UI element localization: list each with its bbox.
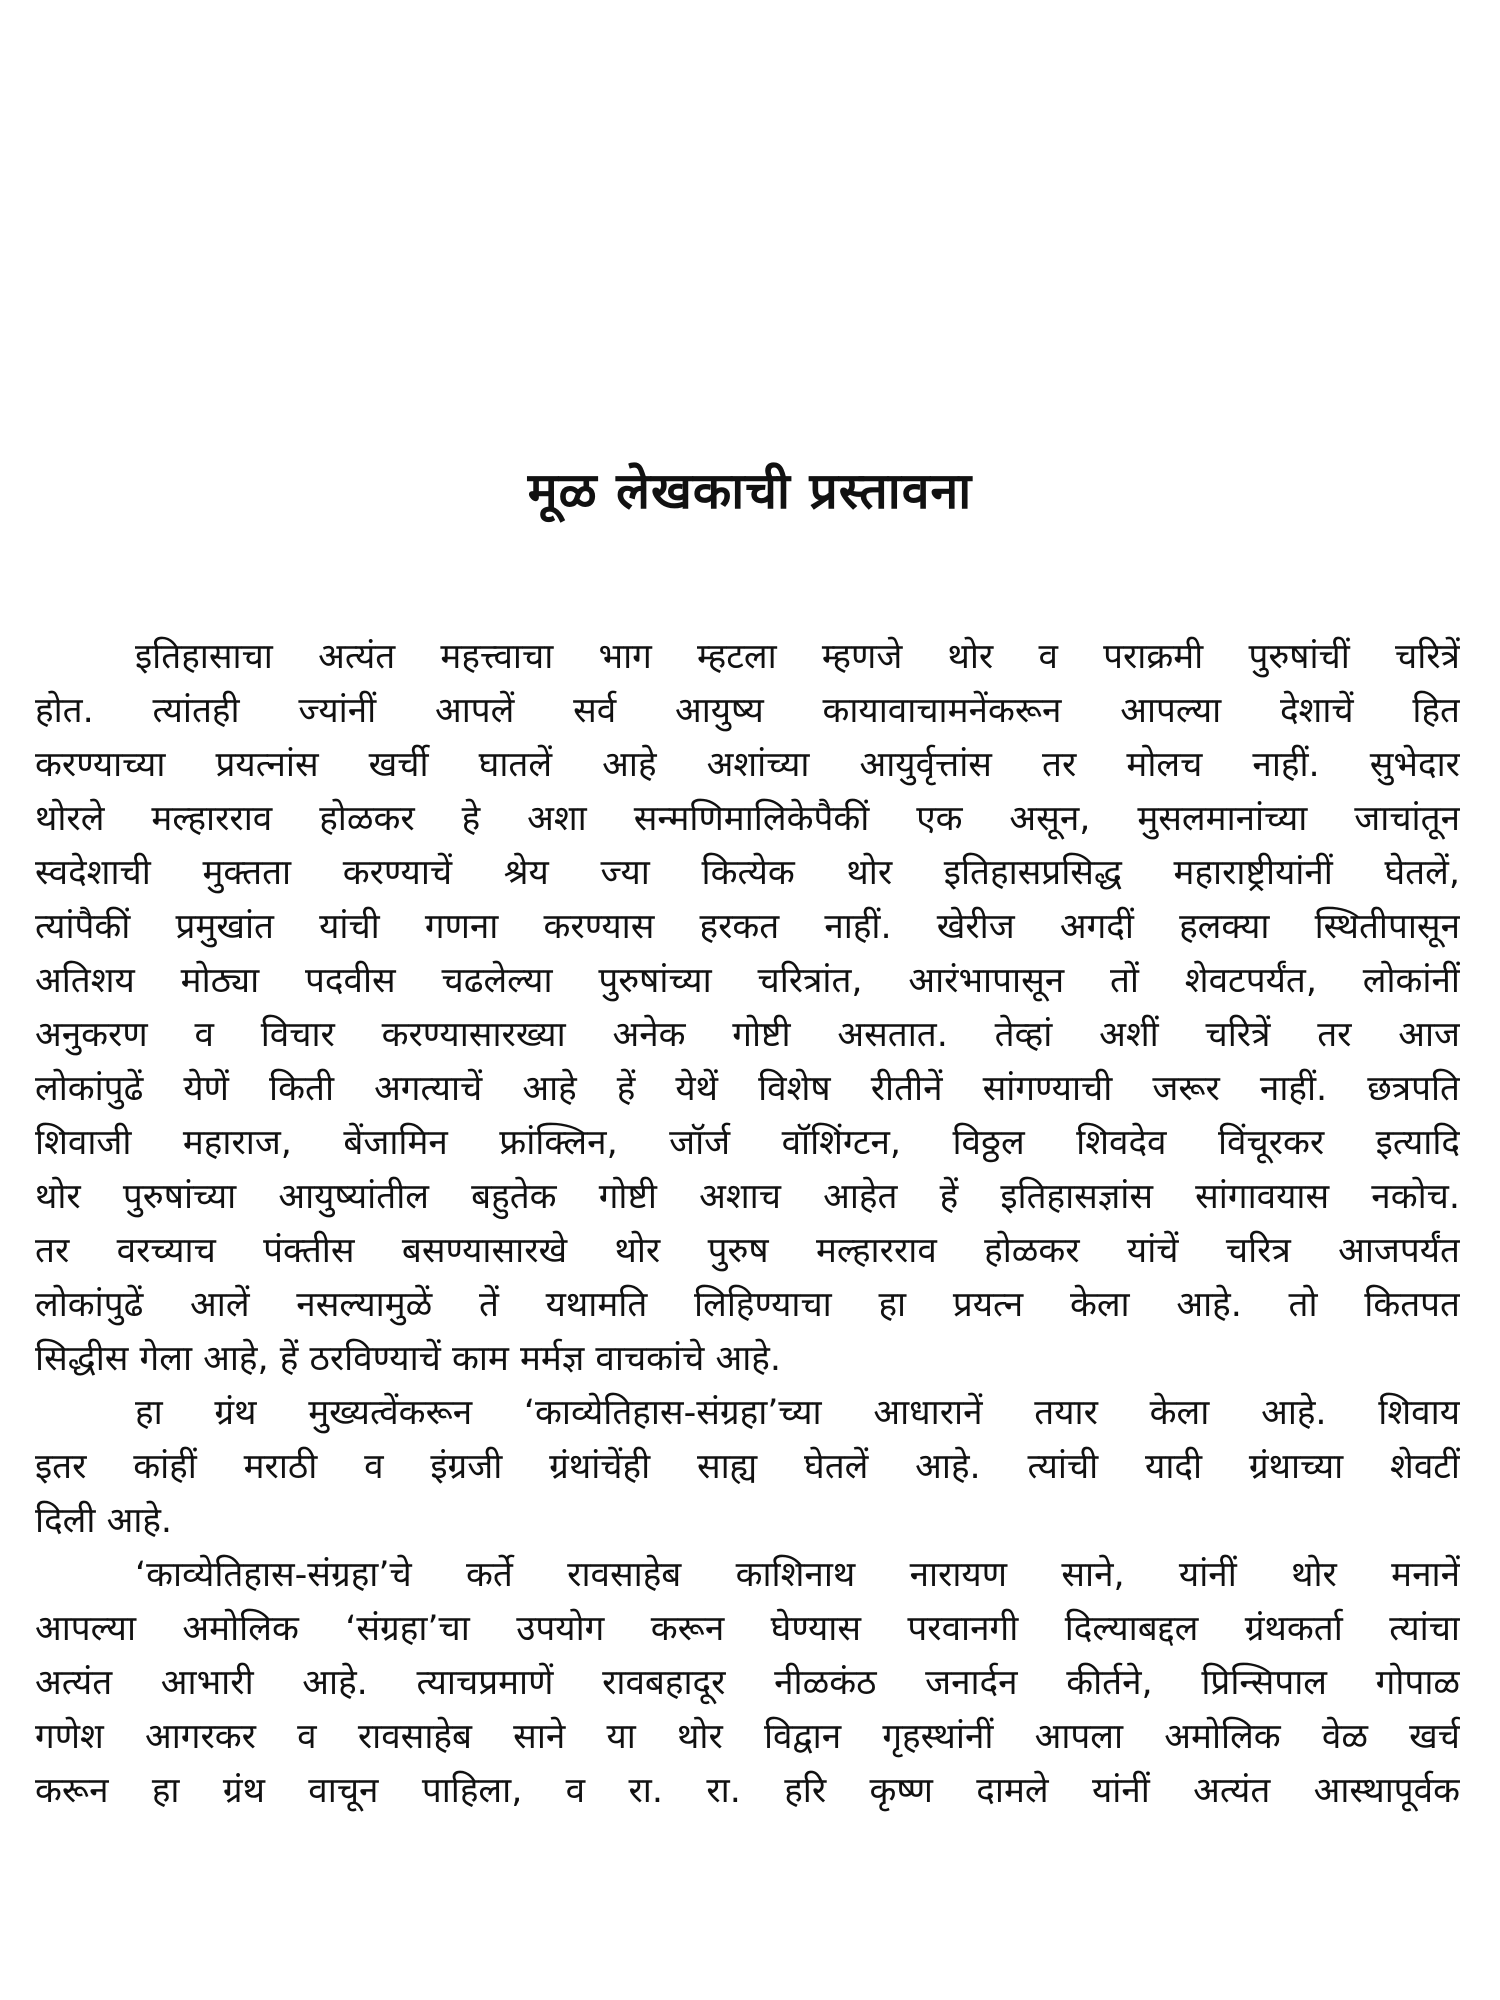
text-line: लोकांपुढें येणें किती अगत्याचें आहे हें येथें विशेष रीतीनें सांगण्याची जरूर नाहीं. छत्रपति xyxy=(35,1069,1460,1109)
text-line: करण्याच्या प्रयत्नांस खर्ची घातलें आहे अशांच्या आयुर्वृत्तांस तर मोलच नाहीं. सुभेदार xyxy=(35,745,1460,785)
text-line: त्यांपैकीं प्रमुखांत यांची गणना करण्यास हरकत नाहीं. खेरीज अगदीं हलक्या स्थितीपासून xyxy=(35,907,1460,947)
text-line: स्वदेशाची मुक्तता करण्याचें श्रेय ज्या कित्येक थोर इतिहासप्रसिद्ध महाराष्ट्रीयांनीं घेतलें, xyxy=(35,853,1460,893)
text-line-para2-end: दिली आहे. xyxy=(35,1501,173,1541)
text-line: इतर कांहीं मराठी व इंग्रजी ग्रंथांचेंही साह्य घेतलें आहे. त्यांची यादी ग्रंथाच्या शेवटीं xyxy=(35,1447,1460,1487)
text-line-para3-start: ‘काव्येतिहास-संग्रहा’चे कर्ते रावसाहेब काशिनाथ नारायण साने, यांनीं थोर मनानें xyxy=(135,1555,1460,1595)
text-line-para1-end: सिद्धीस गेला आहे, हें ठरविण्याचें काम मर्मज्ञ वाचकांचे आहे. xyxy=(35,1339,781,1379)
text-line-para1-start: इतिहासाचा अत्यंत महत्त्वाचा भाग म्हटला म्हणजे थोर व पराक्रमी पुरुषांचीं चरित्रें xyxy=(135,637,1460,677)
text-line: आपल्या अमोलिक ‘संग्रहा’चा उपयोग करून घेण्यास परवानगी दिल्याबद्दल ग्रंथकर्ता त्यांचा xyxy=(35,1609,1460,1649)
text-line: तर वरच्याच पंक्तीस बसण्यासारखे थोर पुरुष मल्हारराव होळकर यांचें चरित्र आजपर्यंत xyxy=(35,1231,1460,1271)
text-line: गणेश आगरकर व रावसाहेब साने या थोर विद्वान गृहस्थांनीं आपला अमोलिक वेळ खर्च xyxy=(35,1717,1460,1757)
text-line-para2-start: हा ग्रंथ मुख्यत्वेंकरून ‘काव्येतिहास-संग्रहा’च्या आधारानें तयार केला आहे. शिवाय xyxy=(135,1393,1460,1433)
text-line: अतिशय मोठ्या पदवीस चढलेल्या पुरुषांच्या चरित्रांत, आरंभापासून तों शेवटपर्यंत, लोकांनीं xyxy=(35,961,1460,1001)
text-line: थोरले मल्हारराव होळकर हे अशा सन्मणिमालिकेपैकीं एक असून, मुसलमानांच्या जाचांतून xyxy=(35,799,1460,839)
text-line: करून हा ग्रंथ वाचून पाहिला, व रा. रा. हरि कृष्ण दामले यांनीं अत्यंत आस्थापूर्वक xyxy=(35,1771,1460,1811)
text-line: अत्यंत आभारी आहे. त्याचप्रमाणें रावबहादूर नीळकंठ जनार्दन कीर्तने, प्रिन्सिपाल गोपाळ xyxy=(35,1663,1460,1703)
text-line: लोकांपुढें आलें नसल्यामुळें तें यथामति लिहिण्याचा हा प्रयत्न केला आहे. तो कितपत xyxy=(35,1285,1460,1325)
page-title: मूळ लेखकाची प्रस्तावना xyxy=(527,462,973,520)
body-text xyxy=(35,630,1460,1818)
text-line: थोर पुरुषांच्या आयुष्यांतील बहुतेक गोष्टी अशाच आहेत हें इतिहासज्ञांस सांगावयास नकोच. xyxy=(35,1177,1460,1217)
text-line: होत. त्यांतही ज्यांनीं आपलें सर्व आयुष्य कायावाचामनेंकरून आपल्या देशाचें हित xyxy=(35,691,1460,731)
text-line: शिवाजी महाराज, बेंजामिन फ्रांक्लिन, जॉर्ज वॉशिंग्टन, विठ्ठल शिवदेव विंचूरकर इत्यादि xyxy=(35,1123,1460,1163)
text-line: अनुकरण व विचार करण्यासारख्या अनेक गोष्टी असतात. तेव्हां अशीं चरित्रें तर आज xyxy=(35,1015,1460,1055)
